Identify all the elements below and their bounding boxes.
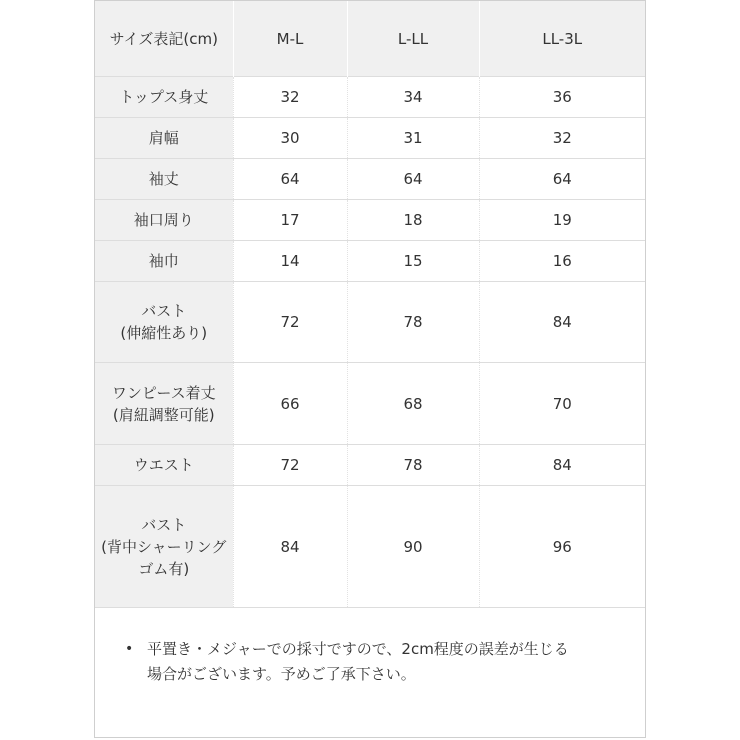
table-row <box>95 282 645 363</box>
table-row <box>95 363 645 445</box>
cell-value: 90 <box>347 486 479 608</box>
table-row <box>95 241 645 282</box>
cell-value: 96 <box>479 486 645 608</box>
header-size-m-l: M-L <box>233 1 347 77</box>
row-label-line: ワンピース着丈 <box>111 383 216 402</box>
cell-value: 18 <box>347 200 479 241</box>
row-label <box>95 486 233 608</box>
row-label-line: トップス身丈 <box>119 88 209 106</box>
cell-value: 14 <box>233 241 347 282</box>
cell-value: 84 <box>479 282 645 363</box>
row-label <box>95 241 233 282</box>
row-label-line: 袖口周り <box>133 211 194 229</box>
row-label-line: 肩幅 <box>148 129 179 147</box>
cell-value: 16 <box>479 241 645 282</box>
row-label <box>95 445 233 486</box>
measurement-note <box>125 637 625 687</box>
note-line: 平置き・メジャーでの採寸ですので、2cm程度の誤差が生じる <box>147 640 569 658</box>
row-label-line: (肩紐調整可能) <box>112 405 215 424</box>
cell-value: 84 <box>233 486 347 608</box>
size-table <box>95 1 645 608</box>
table-header-row <box>95 1 645 77</box>
row-label-line: ゴム有) <box>138 559 190 578</box>
table-row <box>95 77 645 118</box>
cell-value: 70 <box>479 363 645 445</box>
cell-value: 64 <box>347 159 479 200</box>
cell-value: 68 <box>347 363 479 445</box>
cell-value: 32 <box>479 118 645 159</box>
header-size-label: サイズ表記(cm) <box>95 1 233 77</box>
cell-value: 84 <box>479 445 645 486</box>
table-row <box>95 159 645 200</box>
row-label-line: バスト <box>141 515 187 534</box>
table-row <box>95 486 645 608</box>
table-row <box>95 445 645 486</box>
size-chart-panel <box>94 0 646 738</box>
cell-value: 66 <box>233 363 347 445</box>
row-label-line: 袖丈 <box>148 170 179 188</box>
row-label <box>95 159 233 200</box>
header-size-ll-3l: LL-3L <box>479 1 645 77</box>
cell-value: 78 <box>347 445 479 486</box>
cell-value: 34 <box>347 77 479 118</box>
table-row <box>95 118 645 159</box>
row-label <box>95 118 233 159</box>
row-label-line: バスト <box>141 302 187 320</box>
row-label-line: ウエスト <box>133 456 194 474</box>
row-label-line: (伸縮性あり) <box>120 324 208 342</box>
cell-value: 36 <box>479 77 645 118</box>
cell-value: 17 <box>233 200 347 241</box>
note-line: 場合がございます。予めご了承下さい。 <box>147 665 416 683</box>
bullet-icon: • <box>125 641 134 657</box>
cell-value: 78 <box>347 282 479 363</box>
cell-value: 64 <box>233 159 347 200</box>
row-label <box>95 363 233 445</box>
cell-value: 30 <box>233 118 347 159</box>
header-size-l-ll: L-LL <box>347 1 479 77</box>
cell-value: 31 <box>347 118 479 159</box>
row-label-line: (背中シャーリング <box>101 537 227 556</box>
row-label <box>95 77 233 118</box>
cell-value: 72 <box>233 445 347 486</box>
row-label-line: 袖巾 <box>148 252 179 270</box>
table-row <box>95 200 645 241</box>
row-label <box>95 200 233 241</box>
cell-value: 15 <box>347 241 479 282</box>
row-label <box>95 282 233 363</box>
cell-value: 72 <box>233 282 347 363</box>
cell-value: 64 <box>479 159 645 200</box>
cell-value: 32 <box>233 77 347 118</box>
cell-value: 19 <box>479 200 645 241</box>
